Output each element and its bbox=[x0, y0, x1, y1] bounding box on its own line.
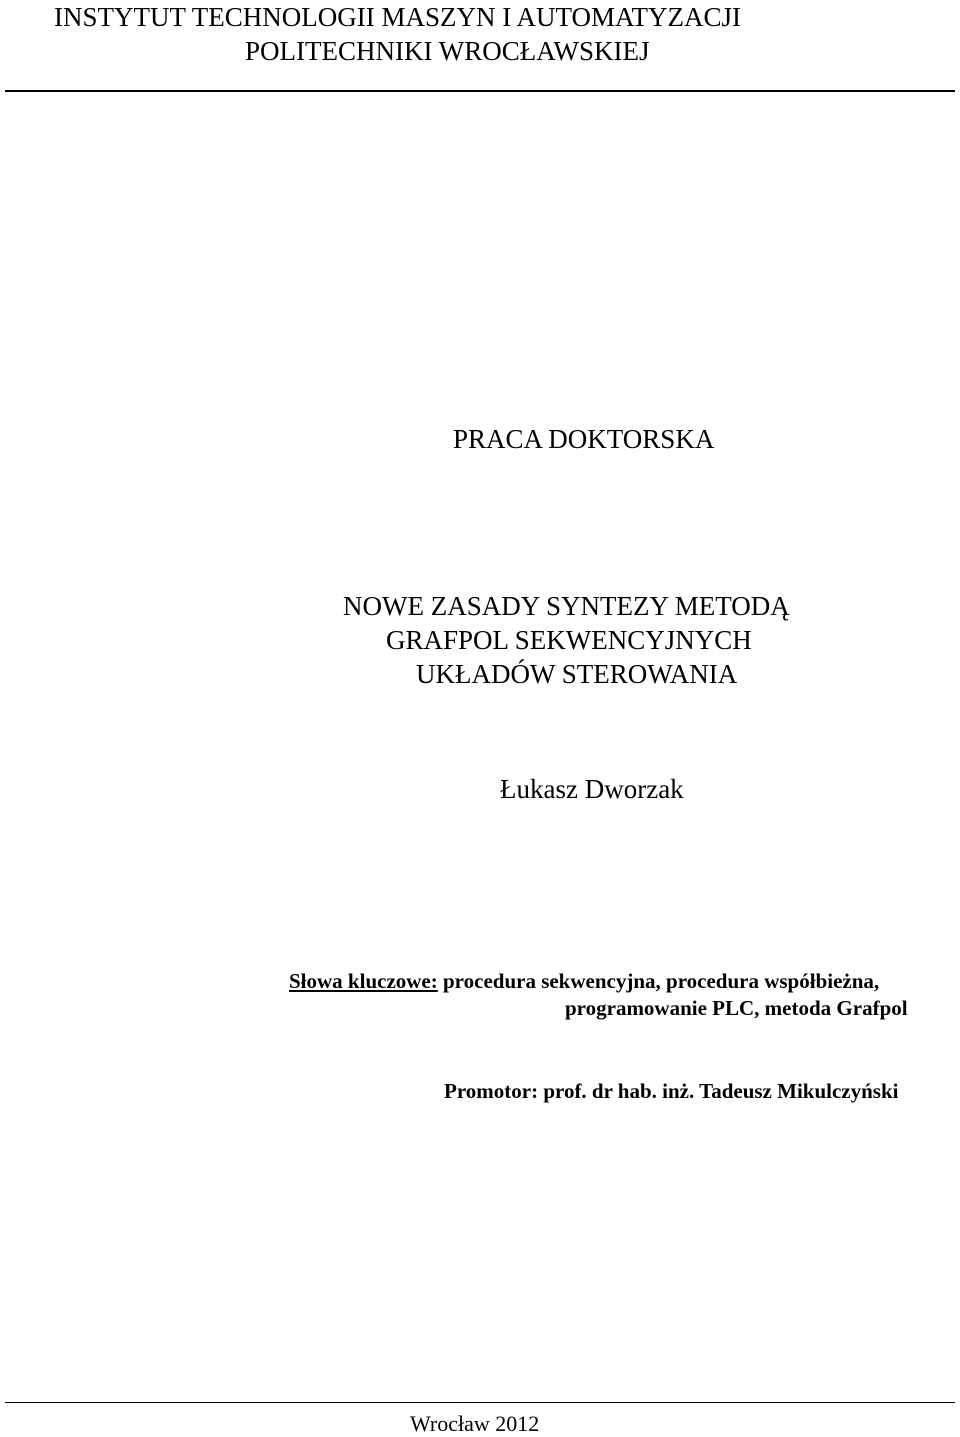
author-name: Łukasz Dworzak bbox=[500, 774, 684, 804]
thesis-title-line1: NOWE ZASADY SYNTEZY METODĄ bbox=[343, 591, 790, 621]
thesis-title-line2: GRAFPOL SEKWENCYJNYCH bbox=[386, 625, 752, 655]
keywords-text-line2: programowanie PLC, metoda Grafpol bbox=[565, 996, 908, 1020]
document-type: PRACA DOKTORSKA bbox=[453, 424, 715, 454]
keywords-line1 bbox=[289, 968, 879, 995]
promoter: Promotor: prof. dr hab. inż. Tadeusz Mikulczyński bbox=[444, 1079, 899, 1103]
place-and-year: Wrocław 2012 bbox=[410, 1411, 540, 1436]
thesis-title-line3: UKŁADÓW STEROWANIA bbox=[416, 659, 738, 689]
keywords-label: Słowa kluczowe: bbox=[289, 969, 438, 993]
header-divider bbox=[5, 90, 955, 92]
institute-name-line2: POLITECHNIKI WROCŁAWSKIEJ bbox=[245, 36, 650, 66]
institute-name-line1: INSTYTUT TECHNOLOGII MASZYN I AUTOMATYZACJI bbox=[54, 2, 741, 32]
footer-divider bbox=[5, 1402, 955, 1403]
keywords-text-line1: procedura sekwencyjna, procedura współbieżna, bbox=[437, 969, 880, 993]
